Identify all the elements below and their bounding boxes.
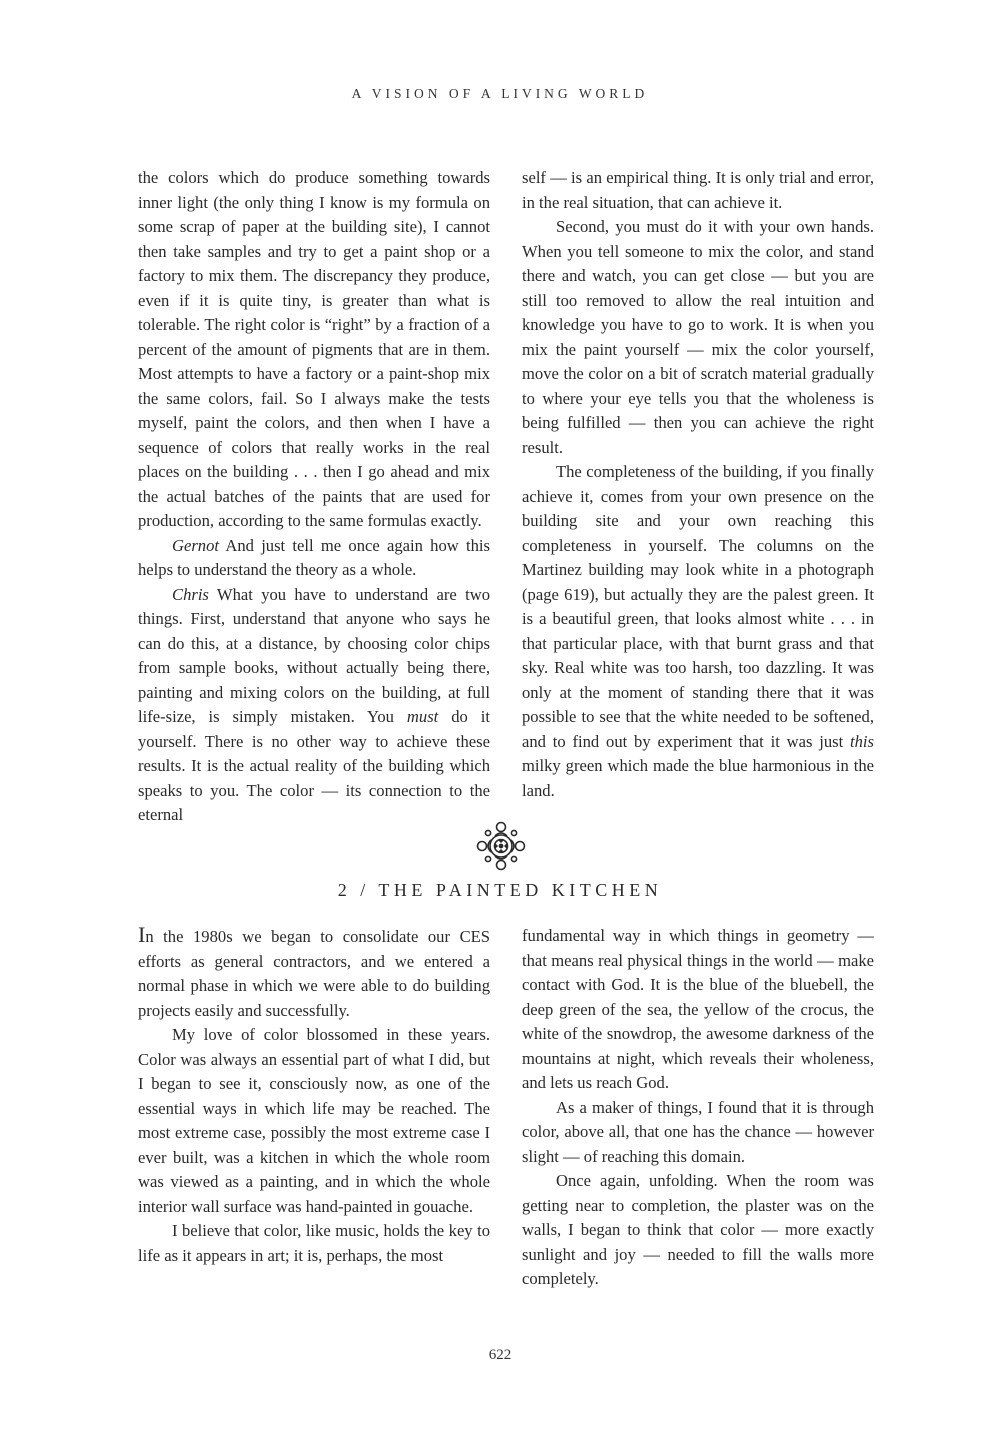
column-right-top <box>522 166 874 803</box>
ornament-icon <box>475 820 527 872</box>
column-right-bottom <box>522 924 874 1292</box>
paragraph: Second, you must do it with your own hands. When you tell someone to mix the color, and stand there and watch, you can get close — but you are still too removed to allow the real intuition and knowledge you have to go to work. It is when you mix the paint yourself — mix the color yourself, move the color on a bit of scratch material gradually to where your eye tells you that the wholeness is being fulfilled — then you can achieve the right result. <box>522 217 874 457</box>
paragraph-chris <box>138 583 490 828</box>
paragraph-text: The completeness of the building, if you finally achieve it, comes from your own presence on the building site and your own reaching this completeness in yourself. The columns on the Martinez building may look white in a photograph (page 619), but actually they are the palest green. It is a beautiful green, that looks almost white . . . in that particular place, with that burnt grass and that sky. Real white was too harsh, too dazzling. It was only at the moment of standing there that it was possible to see that the white needed to be softened, and to find out by experiment that it was just <box>522 462 874 751</box>
speech-text: What you have to understand are two things. First, understand that anyone who says he can do this, at a distance, by choosing color chips from sample books, without actually being there, painting and mixing colors on the building, at full life-size, is simply mistaken. You <box>138 584 490 726</box>
emphasis: must <box>406 707 439 726</box>
speaker-name: Gernot <box>172 535 220 555</box>
paragraph-gernot <box>138 534 490 583</box>
paragraph: fundamental way in which things in geometry — that means real physical things in the world — make contact with God. It is the blue of the bluebell, the deep green of the sea, the yellow of the crocus, the white of the snowdrop, the awesome darkness of the mountains at night, which reveals their wholeness, and lets us reach God. <box>522 926 874 1092</box>
paragraph: Once again, unfolding. When the room was getting near to completion, the plaster was on the walls, I began to think that color — more exactly sunlight and joy — needed to fill the walls more completely. <box>522 1171 874 1288</box>
paragraph: the colors which do produce something towards inner light (the only thing I know is my formula on some scrap of paper at the building site), I cannot then take samples and try to get a paint shop or a factory to mix them. The discrepancy they produce, even if it is quite tiny, is greater than what is tolerable. The right color is “right” by a fraction of a percent of the amount of pigments that are in them. Most attempts to have a factory or a paint-shop mix the same colors, fail. So I always make the tests myself, paint the colors, and then when I have a sequence of colors that really works in the real places on the building . . . then I go ahead and mix the actual batches of the paints that are used for production, according to the same formulas exactly. <box>138 168 490 530</box>
paragraph: My love of color blossomed in these years. Color was always an essential part of what I did, but I began to see it, consciously now, as one of the essential ways in which life may be reached. The most extreme case, possibly the most extreme case I ever built, was a kitchen in which the whole room was viewed as a painting, and in which the whole interior wall surface was hand-painted in gouache. <box>138 1025 490 1216</box>
paragraph <box>522 460 874 803</box>
page-number: 622 <box>488 1347 512 1363</box>
speech-text: And just tell me once again how this helps to understand the theory as a whole. <box>138 535 490 579</box>
paragraph-opening <box>138 924 490 1023</box>
paragraph-text: milky green which made the blue harmonious in the land. <box>522 756 874 800</box>
column-left-bottom <box>138 924 490 1268</box>
paragraph: I believe that color, like music, holds the key to life as it appears in art; it is, perhaps, the most <box>138 1221 490 1265</box>
running-head: A VISION OF A LIVING WORLD <box>351 86 649 101</box>
emphasis: this <box>850 731 874 751</box>
column-left-top <box>138 166 490 828</box>
paragraph-text: n the 1980s we began to consolidate our CES efforts as general contractors, and we entered a normal phase in which we were able to do building projects easily and successfully. <box>138 927 490 1020</box>
speaker-name: Chris <box>172 584 209 604</box>
paragraph: self — is an empirical thing. It is only trial and error, in the real situation, that can achieve it. <box>522 168 874 212</box>
paragraph: As a maker of things, I found that it is through color, above all, that one has the chance — however slight — of reaching this domain. <box>522 1097 874 1166</box>
speech-text: do it yourself. There is no other way to achieve these results. It is the actual reality of the building which speaks to you. The color — its connection to the eternal <box>138 707 490 824</box>
section-title: 2 / THE PAINTED KITCHEN <box>337 880 663 900</box>
drop-cap: I <box>138 922 146 947</box>
